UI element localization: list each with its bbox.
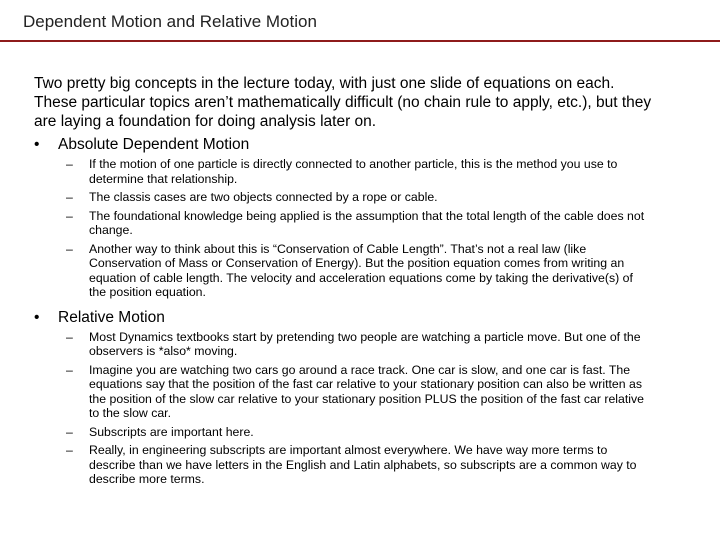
list-item <box>34 363 652 421</box>
bullet-marker: • <box>34 308 40 326</box>
list-item <box>34 209 652 238</box>
list-item <box>34 425 652 440</box>
sub-list-dependent-motion <box>34 157 652 300</box>
bullet-heading: Relative Motion <box>58 308 165 326</box>
bullet-absolute-dependent-motion <box>34 135 652 154</box>
bullet-relative-motion <box>34 308 652 327</box>
sub-item-text: Really, in engineering subscripts are important almost everywhere. We have way more terms to describe than we have letters in the English and Latin alphabets, so subscripts are a common way to describe more terms. <box>89 443 637 486</box>
bullet-heading: Absolute Dependent Motion <box>58 136 250 153</box>
sub-item-text: Subscripts are important here. <box>89 424 254 439</box>
list-item <box>34 157 652 186</box>
dash-marker: – <box>66 424 73 439</box>
dash-marker: – <box>66 443 73 457</box>
bullet-marker: • <box>34 136 40 153</box>
list-item <box>34 330 652 359</box>
title-divider <box>0 40 720 42</box>
slide-content <box>34 74 652 495</box>
sub-item-text: If the motion of one particle is directly connected to another particle, this is the method you use to determine that relationship. <box>89 157 618 186</box>
dash-marker: – <box>66 362 73 377</box>
dash-marker: – <box>66 157 73 171</box>
dash-marker: – <box>66 241 73 256</box>
sub-item-text: The foundational knowledge being applied is the assumption that the total length of the cable does not change. <box>89 208 645 237</box>
dash-marker: – <box>66 329 73 344</box>
sub-item-text: Another way to think about this is “Conservation of Cable Length”. That’s not a real law (like Conservation of Mass or Conservation of Energy). But the position equation comes from writing an equation of cable length. The velocity and acceleration equations come by taking the derivative(s) of the position equation. <box>89 241 633 299</box>
sub-list-relative-motion <box>34 330 652 487</box>
list-item <box>34 190 652 205</box>
sub-item-text: Most Dynamics textbooks start by pretending two people are watching a particle move. But one of the observers is *also* moving. <box>89 329 641 358</box>
sub-item-text: The classis cases are two objects connected by a rope or cable. <box>89 190 438 204</box>
intro-paragraph: Two pretty big concepts in the lecture today, with just one slide of equations on each. These particular topics aren’t mathematically difficult (no chain rule to apply, etc.), but they are laying a foundation for doing analysis later on. <box>34 75 652 130</box>
list-item <box>34 443 652 487</box>
slide-title: Dependent Motion and Relative Motion <box>23 12 317 31</box>
sub-item-text: Imagine you are watching two cars go around a race track. One car is slow, and one car is fast. The equations say that the position of the fast car relative to your stationary position can also be written as the position of the slow car relative to your stationary position PLUS the position of the fast car relative to the slow car. <box>89 362 645 420</box>
dash-marker: – <box>66 190 73 204</box>
dash-marker: – <box>66 208 73 223</box>
list-item <box>34 242 652 300</box>
